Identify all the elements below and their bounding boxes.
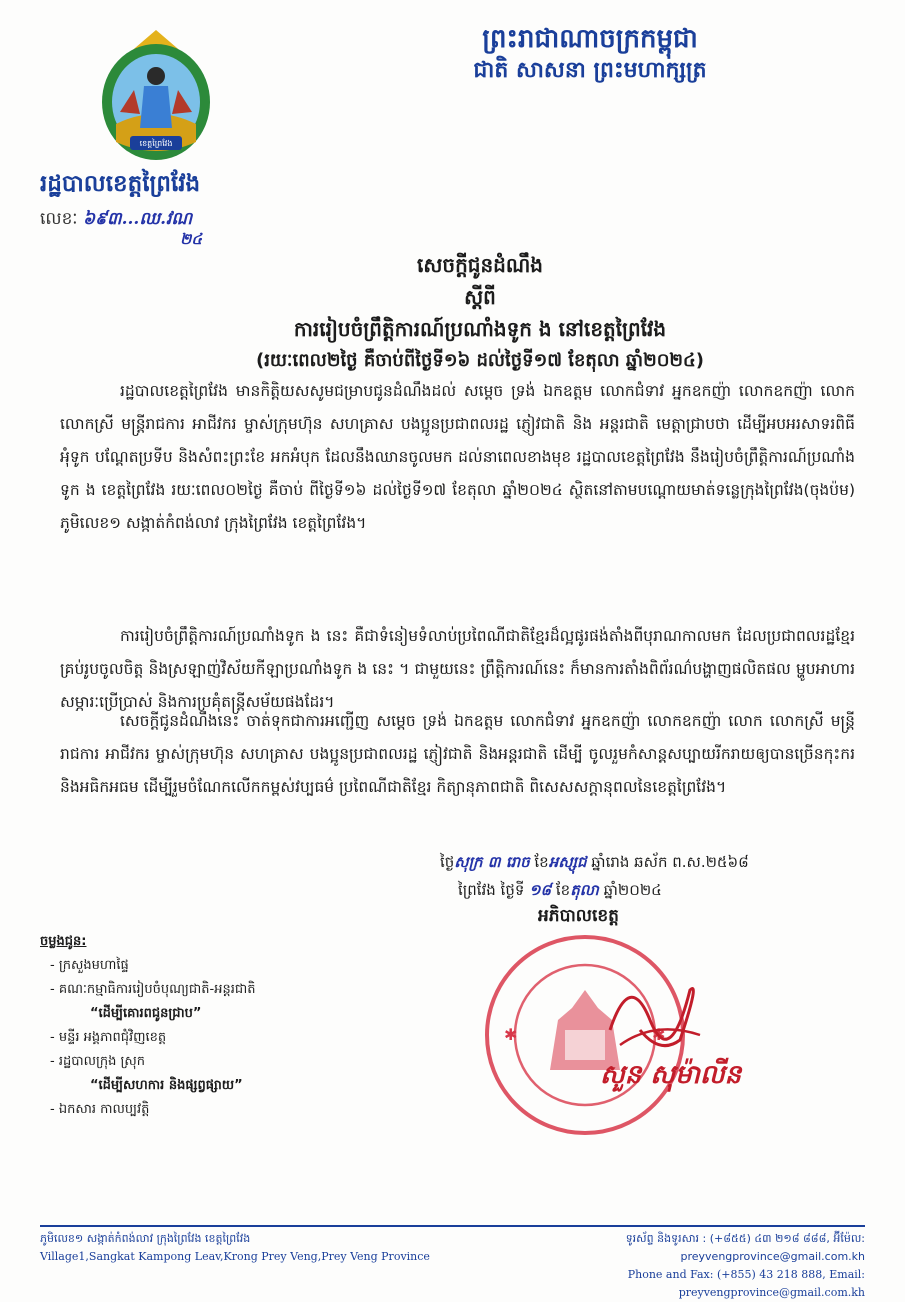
svg-text:✱: ✱: [652, 1025, 666, 1044]
list-item: - មន្ទីរ អង្គភាពជុំវិញខេត្ត: [50, 1030, 167, 1045]
title-subject: ការរៀបចំព្រឹត្តិការណ៍ប្រណាំងទូក ង នៅខេត្តព្រៃវែង: [293, 317, 667, 341]
signatory-name: សួន សុម៉ាលីន: [600, 1060, 742, 1090]
list-item: “ដើម្បីសហការ និងផ្សព្វផ្សាយ”: [90, 1078, 243, 1093]
list-item: “ដើម្បីគោរពជូនជ្រាប”: [90, 1006, 202, 1021]
body-paragraph-2: ការរៀបចំព្រឹត្តិការណ៍ប្រណាំងទូក ង នេះ គឺជាទំនៀមទំលាប់ប្រពៃណីជាតិខ្មែរដ៏ល្អផូរផង់តាំងពីបុរាណកាលមក ដែលប្រជាពលរដ្ឋខ្មែរគ្រប់រូបចូលចិត្ត និងស្រឡាញ់វិស័យកីឡាប្រណាំងទូក ង នេះ ។ ជាមួយនេះ ព្រឹត្តិការណ៍នេះ ក៏មានការតាំងពិព័រណ៌បង្ហាញផលិតផល ម្ហូបអាហារ សម្ភារៈប្រើប្រាស់ និងការប្រគុំតន្ត្រីសម័យផងដែរ។: [60, 627, 855, 711]
logo-label: ខេត្តព្រៃវែង: [139, 139, 173, 148]
letterhead: [300, 22, 880, 86]
footer-contact: [480, 1230, 865, 1302]
reference-number: [40, 208, 202, 248]
signature-scribble: [600, 960, 710, 1060]
solar-day: ១៨: [529, 881, 552, 899]
signatory-title: អភិបាលខេត្ត: [538, 906, 619, 926]
ref-number-handwritten: ៦៩៣...ឈ.វណ: [82, 209, 193, 229]
contact-en: Phone and Fax: (+855) 43 218 888, Email: preyvengprovince@gmail.com.kh: [627, 1268, 865, 1299]
footer-address: [40, 1230, 430, 1266]
ref-number-sub: ២៤: [180, 230, 202, 248]
address-en: Village1,Sangkat Kampong Leav,Krong Prey Veng,Prey Veng Province: [40, 1250, 430, 1263]
ref-label: លេខៈ: [40, 209, 78, 229]
lunar-month: អស្សុជ: [548, 853, 587, 871]
body-paragraph-1: រដ្ឋបាលខេត្តព្រៃវែង មានកិត្តិយសសូមជម្រាបជូនដំណឹងដល់ សម្តេច ទ្រង់ ឯកឧត្តម លោកជំទាវ អ្នកឧកញ៉ា លោកឧកញ៉ា លោក លោកស្រី មន្ត្រីរាជការ អាជីវករ ម្ចាស់ក្រុមហ៊ុន សហគ្រាស បងប្អូនប្រជាពលរដ្ឋ ភ្ញៀវជាតិ និង អន្តរជាតិ មេត្តាជ្រាបថា ដើម្បីអបអរសាទរពិធីអុំទូក បណ្តែតប្រទីប និងសំពះព្រះខែ អកអំបុក ដែលនឹងឈានចូលមក ដល់នាពេលខាងមុខ រដ្ឋបាលខេត្តព្រៃវែង នឹងរៀបចំព្រឹត្តិការណ៍ប្រណាំងទូក ង ខេត្តព្រៃវែង រយៈពេល០២ថ្ងៃ គឺចាប់ ពីថ្ងៃទី១៦ ដល់ថ្ងៃទី១៧ ខែតុលា ឆ្នាំ២០២៤ ស្ថិតនៅតាមបណ្តោយមាត់ទន្លេក្រុងព្រៃវែង(ចុងប៉ម) ភូមិលេខ១ សង្កាត់កំពង់លាវ ក្រុងព្រៃវែង ខេត្តព្រៃវែង។: [60, 382, 855, 532]
footer-divider: [40, 1225, 865, 1227]
date-block: [440, 848, 860, 904]
lunar-date: ថ្ងៃសុក្រ ៣ រោច ខែអស្សុជ ឆ្នាំរោង ឆស័ក ព.ស.២៥៦៨: [440, 853, 749, 871]
list-item: - គណៈកម្មាធិការរៀបចំបុណ្យជាតិ-អន្តរជាតិ: [50, 982, 256, 997]
svg-text:✱: ✱: [504, 1025, 518, 1044]
solar-date: ព្រៃវែង ថ្ងៃទី ១៨ ខែតុលា ឆ្នាំ២០២៤: [458, 881, 662, 899]
motto-line: ជាតិ សាសនា ព្រះមហាក្សត្រ: [473, 58, 707, 83]
province-logo: [96, 24, 216, 164]
body-paragraph-3: សេចក្តីជូនដំណឹងនេះ ចាត់ទុកជាការអញ្ជើញ សម្តេច ទ្រង់ ឯកឧត្តម លោកជំទាវ អ្នកឧកញ៉ា លោកឧកញ៉ា លោក លោកស្រី មន្ត្រីរាជការ អាជីវករ ម្ចាស់ក្រុមហ៊ុន សហគ្រាស បងប្អូនប្រជាពលរដ្ឋ ភ្ញៀវជាតិ និងអន្តរជាតិ ដើម្បី ចូលរួមកំសាន្តសប្បាយរីករាយឲ្យបានច្រើនកុះករ និងអធិកអធម ដើម្បីរួមចំណែកលើកកម្ពស់វប្បធម៌ ប្រពៃណីជាតិខ្មែរ កិត្យានុភាពជាតិ ពិសេសសក្តានុពលនៃខេត្តព្រៃវែង។: [60, 712, 855, 796]
list-item: - រដ្ឋបាលក្រុង ស្រុក: [50, 1054, 145, 1069]
cc-list: [40, 930, 256, 1122]
contact-km: ទូរស័ព្ទ និងទូរសារ : (+៨៥៥) ៤៣ ២១៨ ៨៨៨, អ៊ីម៉ែល: preyvengprovince@gmail.com.kh: [625, 1232, 865, 1263]
kingdom-line: ព្រះរាជាណាចក្រកម្ពុជា: [482, 24, 698, 54]
lunar-day: សុក្រ ៣ រោច: [454, 853, 530, 871]
title-regarding: ស្តីពី: [464, 285, 496, 309]
issuing-authority: រដ្ឋបាលខេត្តព្រៃវែង: [40, 171, 201, 197]
solar-month: តុលា: [570, 881, 599, 899]
notice-title: [160, 248, 800, 376]
title-duration: (រយៈពេល២ថ្ងៃ គឺចាប់ពីថ្ងៃទី១៦ ដល់ថ្ងៃទី១៧ ខែតុលា ឆ្នាំ២០២៤): [255, 350, 705, 371]
address-km: ភូមិលេខ១ សង្កាត់កំពង់លាវ ក្រុងព្រៃវែង ខេត្តព្រៃវែង: [40, 1232, 251, 1245]
title-notice: សេចក្តីជូនដំណឹង: [417, 253, 543, 277]
list-item: - ឯកសារ កាលប្បវត្តិ: [50, 1102, 150, 1117]
cc-heading: ចម្លងជូន:: [40, 934, 87, 949]
list-item: - ក្រសួងមហាផ្ទៃ: [50, 958, 129, 973]
